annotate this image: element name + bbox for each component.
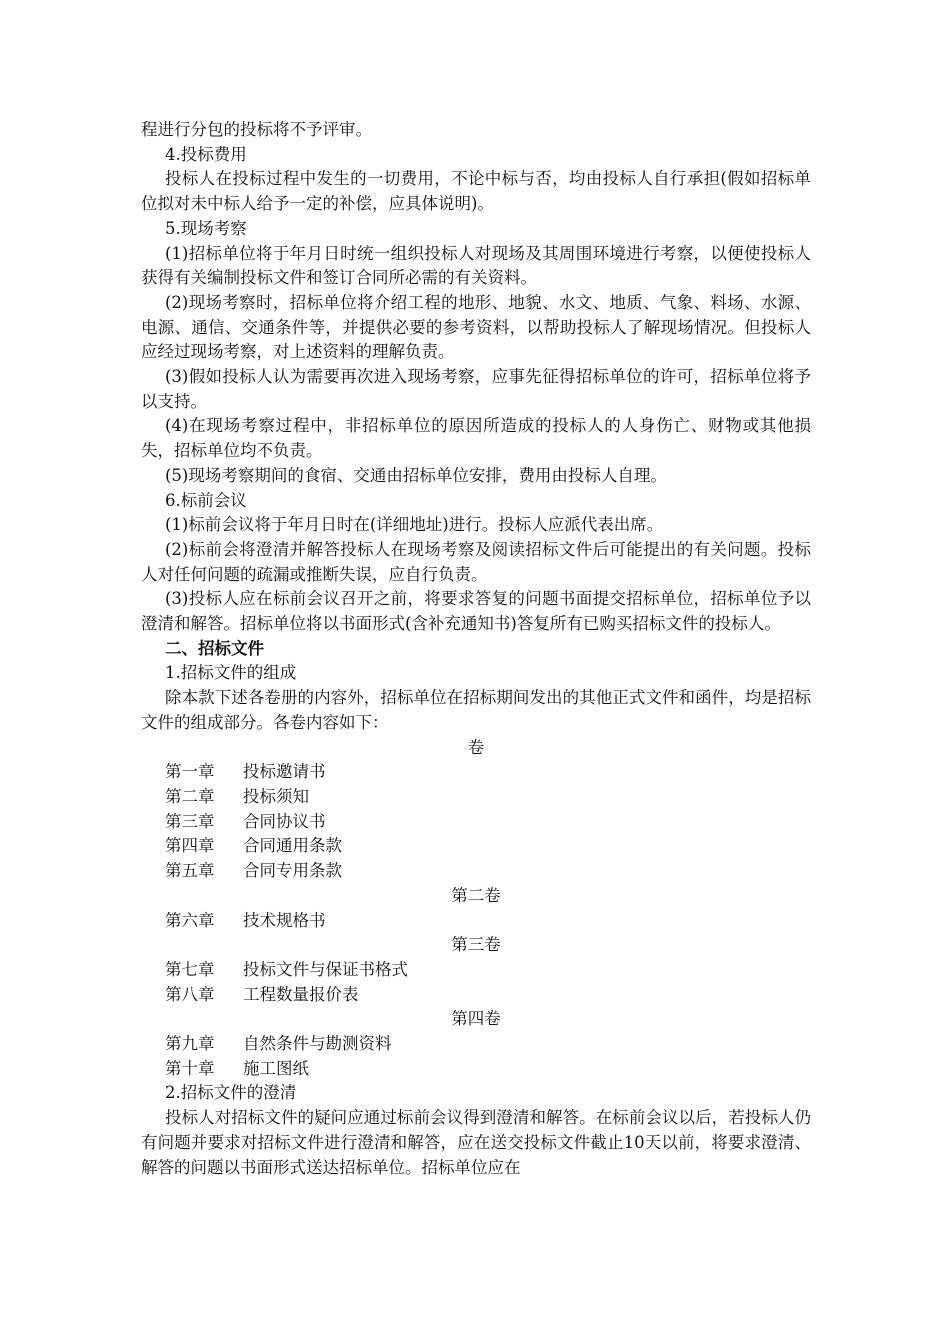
chapter-number: 第九章 [165,1034,215,1054]
section-heading-composition: 1.招标文件的组成 [165,663,297,683]
chapter-title: 工程数量报价表 [243,984,359,1004]
paragraph-site-visit-5: (5)现场考察期间的食宿、交通由招标单位安排，费用由投标人自理。 [165,465,667,485]
section-heading-site-visit: 5.现场考察 [165,218,247,238]
chapter-number: 第四章 [165,836,215,856]
chapter-number: 第七章 [165,959,215,979]
chapter-line [141,834,811,859]
chapter-line [141,1032,811,1057]
chapter-title: 技术规格书 [243,910,326,930]
paragraph-bid-cost: 投标人在投标过程中发生的一切费用，不论中标与否，均由投标人自行承担(假如招标单位拟对未中标人给予一定的补偿，应具体说明)。 [141,169,811,214]
chapter-number: 第六章 [165,910,215,930]
volume-heading-4: 第四卷 [451,1009,501,1029]
chapter-line [141,859,811,884]
section-heading-clarification: 2.招标文件的澄清 [165,1083,297,1103]
volume-heading-1: 卷 [467,737,485,757]
chapter-line [141,909,811,934]
chapter-title: 投标须知 [243,786,309,806]
volume-heading-3: 第三卷 [451,935,501,955]
chapter-number: 第一章 [165,762,215,782]
chapter-number: 第八章 [165,984,215,1004]
chapter-title: 投标文件与保证书格式 [243,959,408,979]
chapter-number: 第十章 [165,1058,215,1078]
chapter-line [141,983,811,1008]
paragraph-site-visit-3: (3)假如投标人认为需要再次进入现场考察，应事先征得招标单位的许可，招标单位将予以支持。 [141,367,811,411]
volume-heading-2: 第二卷 [451,885,501,905]
chapter-title: 施工图纸 [243,1058,309,1078]
paragraph-pre-bid-1: (1)标前会议将于年月日时在(详细地址)进行。投标人应派代表出席。 [165,515,664,535]
chapter-number: 第五章 [165,861,215,881]
chapter-title: 合同通用条款 [243,836,342,856]
section-heading-bid-cost: 4.投标费用 [165,144,247,164]
paragraph-site-visit-2: (2)现场考察时，招标单位将介绍工程的地形、地貌、水文、地质、气象、料场、水源、电源、通信、交通条件等，并提供必要的参考资料，以帮助投标人了解现场情况。但投标人应经过现场考察，对上述资料的理解负责。 [141,292,811,362]
chapter-title: 自然条件与勘测资料 [243,1034,392,1054]
chapter-title: 投标邀请书 [243,762,326,782]
chapter-line [141,785,811,810]
chapter-line [141,1057,811,1082]
chapter-title: 合同专用条款 [243,861,342,881]
paragraph-clarification: 投标人对招标文件的疑问应通过标前会议得到澄清和解答。在标前会议以后，若投标人仍有问题并要求对招标文件进行澄清和解答，应在送交投标文件截止10天以前，将要求澄清、解答的问题以书面形式送达招标单位。招标单位应在 [141,1108,811,1177]
paragraph-composition: 除本款下述各卷册的内容外，招标单位在招标期间发出的其他正式文件和函件，均是招标文件的组成部分。各卷内容如下： [141,688,811,732]
section-heading-pre-bid-meeting: 6.标前会议 [165,490,247,510]
chapter-line [141,958,811,983]
chapter-number: 第二章 [165,786,215,806]
document-body [141,118,811,1180]
paragraph-pre-bid-2: (2)标前会将澄清并解答投标人在现场考察及阅读招标文件后可能提出的有关问题。投标人对任何问题的疏漏或推断失误，应自行负责。 [141,539,811,584]
paragraph-pre-bid-3: (3)投标人应在标前会议召开之前，将要求答复的问题书面提交招标单位，招标单位予以澄清和解答。招标单位将以书面形式(含补充通知书)答复所有已购买招标文件的投标人。 [141,589,811,634]
chapter-number: 第三章 [165,811,215,831]
chapter-title: 合同协议书 [243,811,326,831]
paragraph-site-visit-1: (1)招标单位将于年月日时统一组织投标人对现场及其周围环境进行考察，以便使投标人获得有关编制投标文件和签订合同所必需的有关资料。 [141,243,811,288]
paragraph-site-visit-4: (4)在现场考察过程中，非招标单位的原因所造成的投标人的人身伤亡、财物或其他损失，招标单位均不负责。 [141,416,811,461]
chapter-line [141,810,811,835]
paragraph-continuation: 程进行分包的投标将不予评审。 [141,120,372,139]
chapter-line [141,760,811,785]
chapter-heading-bidding-documents: 二、招标文件 [165,638,264,658]
